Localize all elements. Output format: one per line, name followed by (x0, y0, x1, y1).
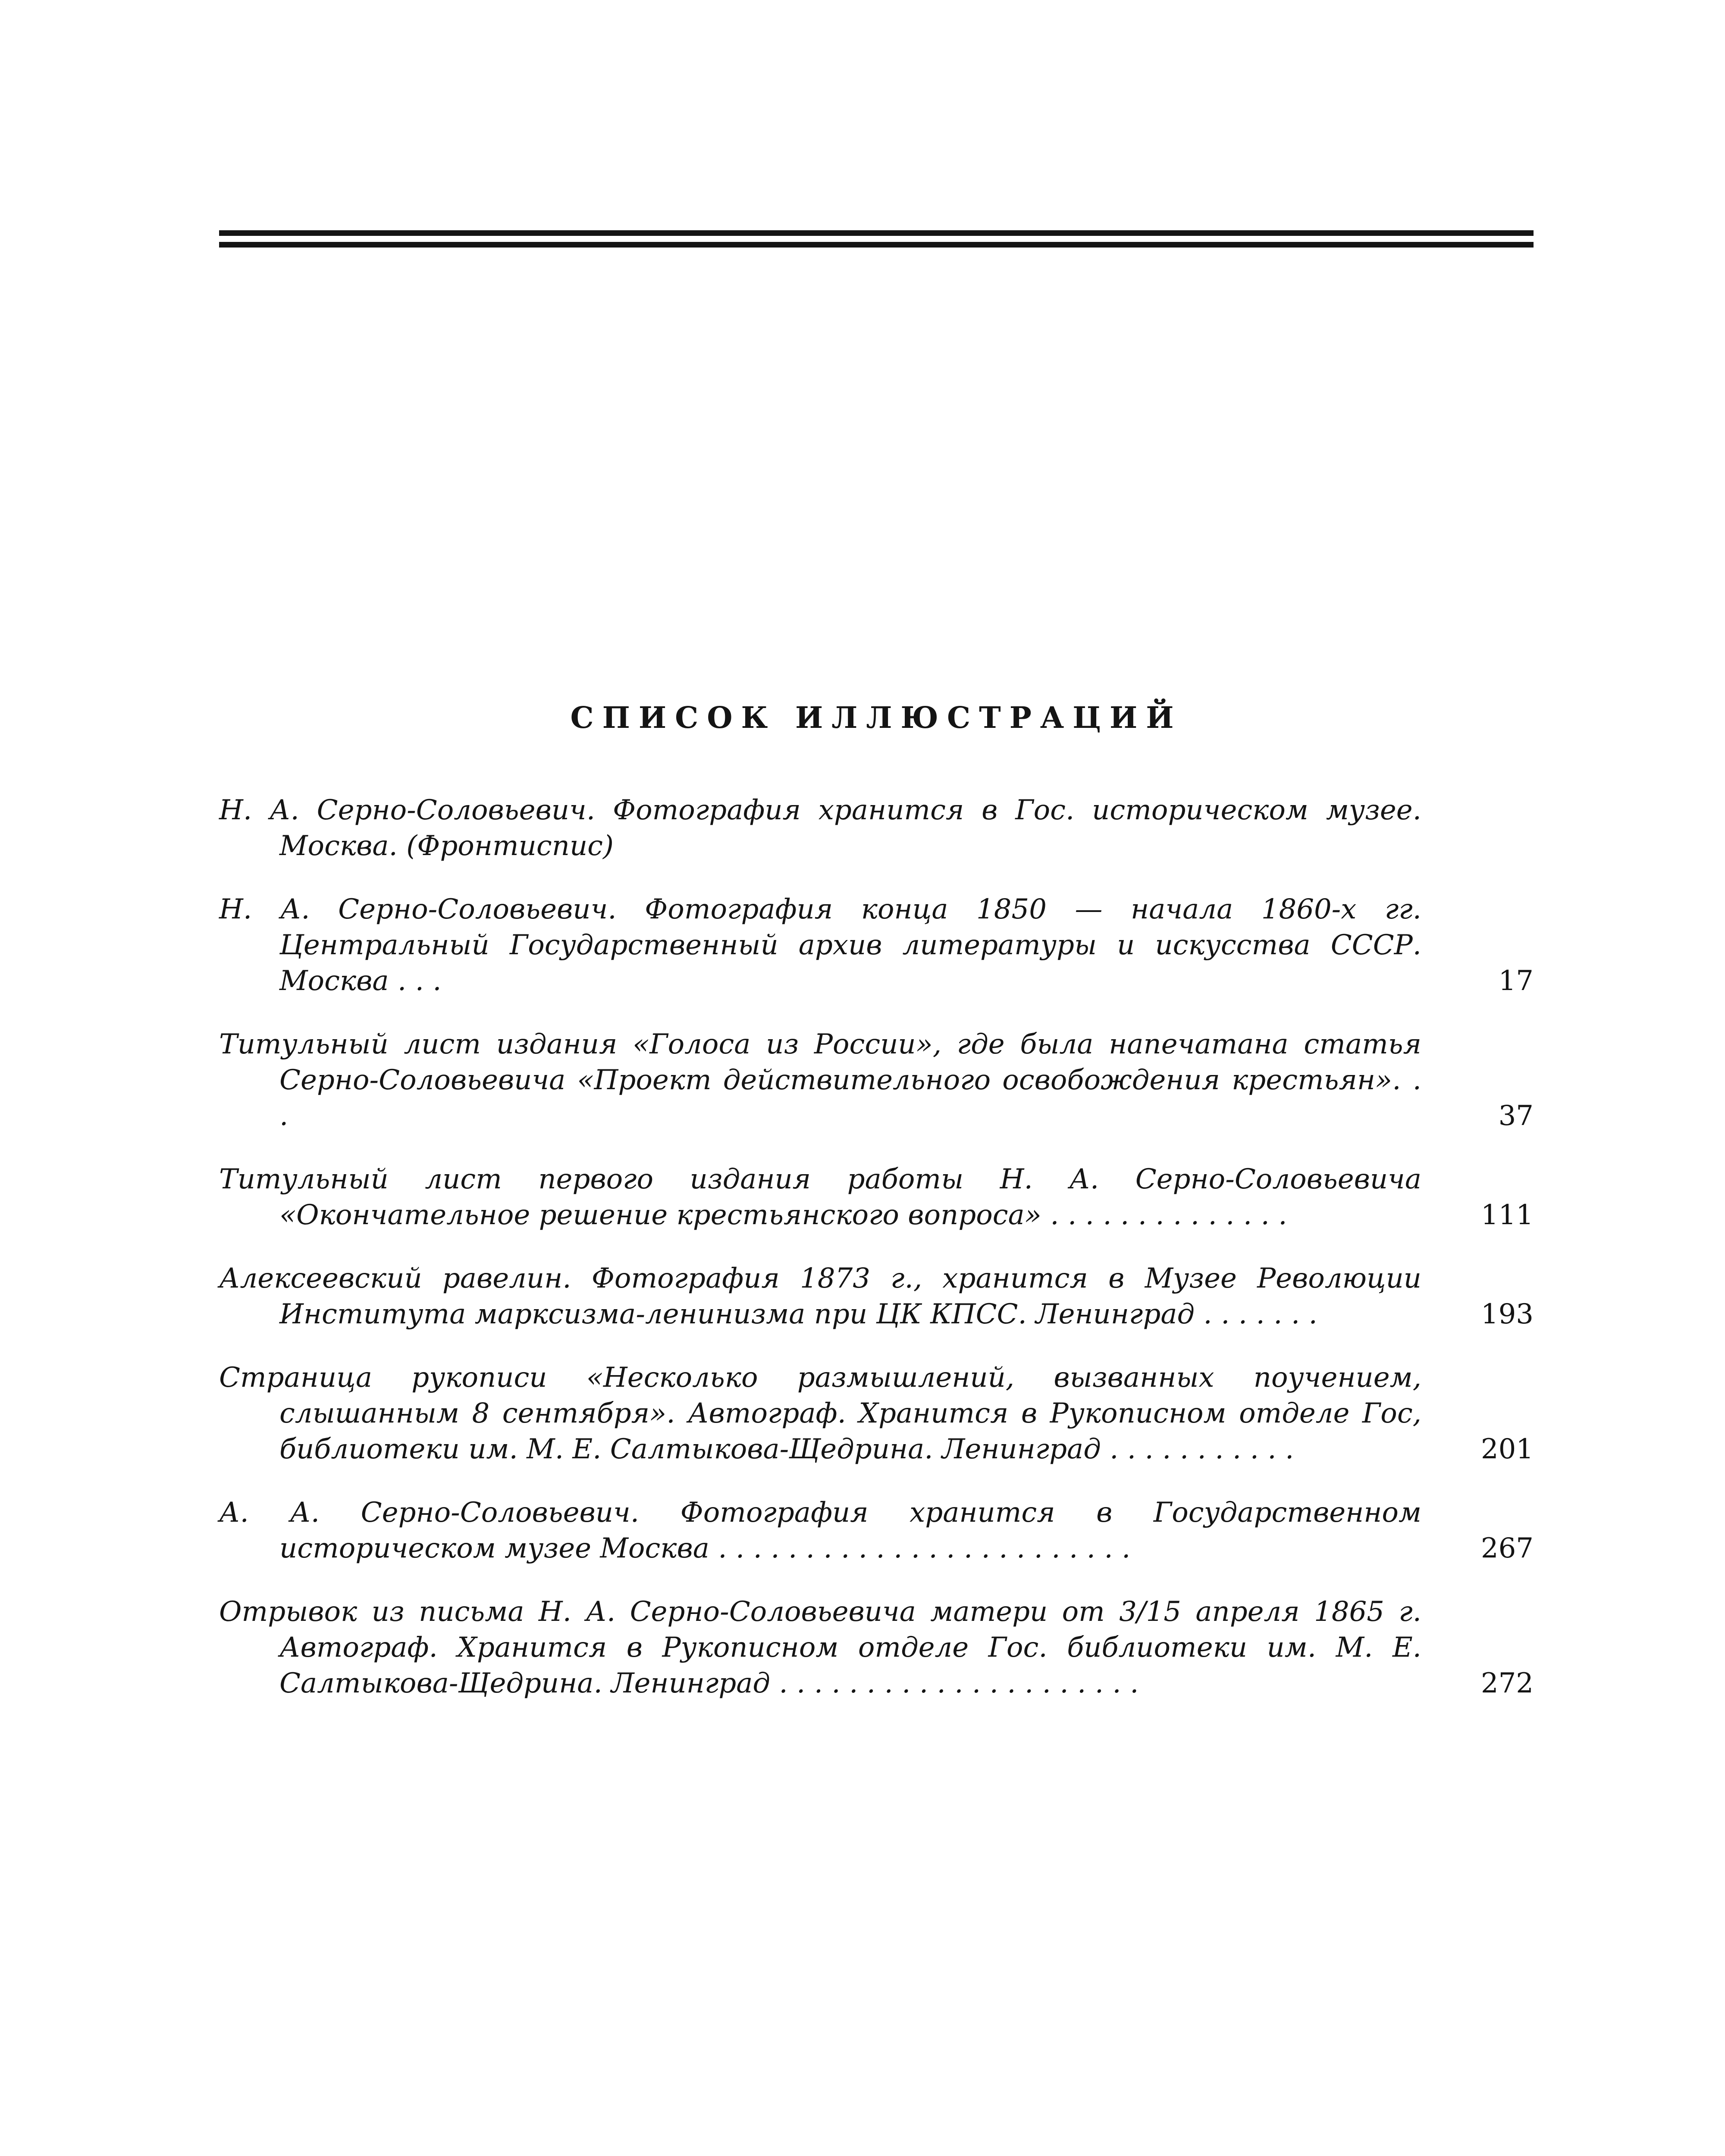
illustration-description: Титульный лист издания «Голоса из России», где была напечатана статья Серно-Соловьевича «Проект действительного освобождения крестьян». . . (219, 1028, 1421, 1132)
illustration-description: Титульный лист первого издания работы Н. А. Серно-Соловьевича «Окончательное решение крестьянского вопроса» . . . . . . . . . . . . . . (219, 1163, 1421, 1231)
list-item (219, 1594, 1534, 1702)
page-title: СПИСОК ИЛЛЮСТРАЦИЙ (570, 701, 1182, 735)
page-number: 111 (1480, 1199, 1534, 1231)
list-item (219, 1162, 1534, 1233)
illustration-description: Отрывок из письма Н. А. Серно-Соловьевича матери от 3/15 апреля 1865 г. Автограф. Хранится в Рукописном отделе Гос. библиотеки им. М. Е. Салтыкова-Щедрина. Ленинград . . . . . . . . . . . . . . . . . . . . . (219, 1596, 1421, 1699)
list-item (219, 892, 1534, 999)
illustration-description: А. А. Серно-Соловьевич. Фотография хранится в Государственном историческом музее Москва . . . . . . . . . . . . . . . . . . . . . . . . (219, 1497, 1421, 1564)
header-rule-thin (219, 242, 1534, 248)
page-number: 193 (1480, 1298, 1534, 1330)
illustration-description: Н. А. Серно-Соловьевич. Фотография хранится в Гос. историческом музее. Москва. (Фронтиспис) (219, 794, 1421, 862)
illustration-description: Н. А. Серно-Соловьевич. Фотография конца 1850 — начала 1860-х гг. Центральный Государственный архив литературы и искусства СССР. Москва . . . (219, 893, 1421, 997)
list-item (219, 1261, 1534, 1332)
list-item (219, 793, 1534, 864)
illustration-description: Алексеевский равелин. Фотография 1873 г., хранится в Музее Революции Института марксизма-ленинизма при ЦК КПСС. Ленинград . . . . . . . (219, 1263, 1421, 1330)
page-number: 17 (1498, 965, 1534, 997)
page-number: 272 (1480, 1667, 1534, 1699)
list-item (219, 1360, 1534, 1467)
page-number: 37 (1498, 1100, 1534, 1132)
illustrations-list (219, 793, 1534, 1729)
illustration-description: Страница рукописи «Несколько размышлений, вызванных поучением, слышанным 8 сентября». Автограф. Хранится в Рукописном отделе Гос, библиотеки им. М. Е. Салтыкова-Щедрина. Ленинград . . . . . . . . . . . (219, 1362, 1421, 1465)
page-number: 201 (1480, 1433, 1534, 1465)
list-item (219, 1495, 1534, 1567)
list-item (219, 1027, 1534, 1134)
header-rule-thick (219, 230, 1534, 236)
page-number: 267 (1480, 1532, 1534, 1564)
